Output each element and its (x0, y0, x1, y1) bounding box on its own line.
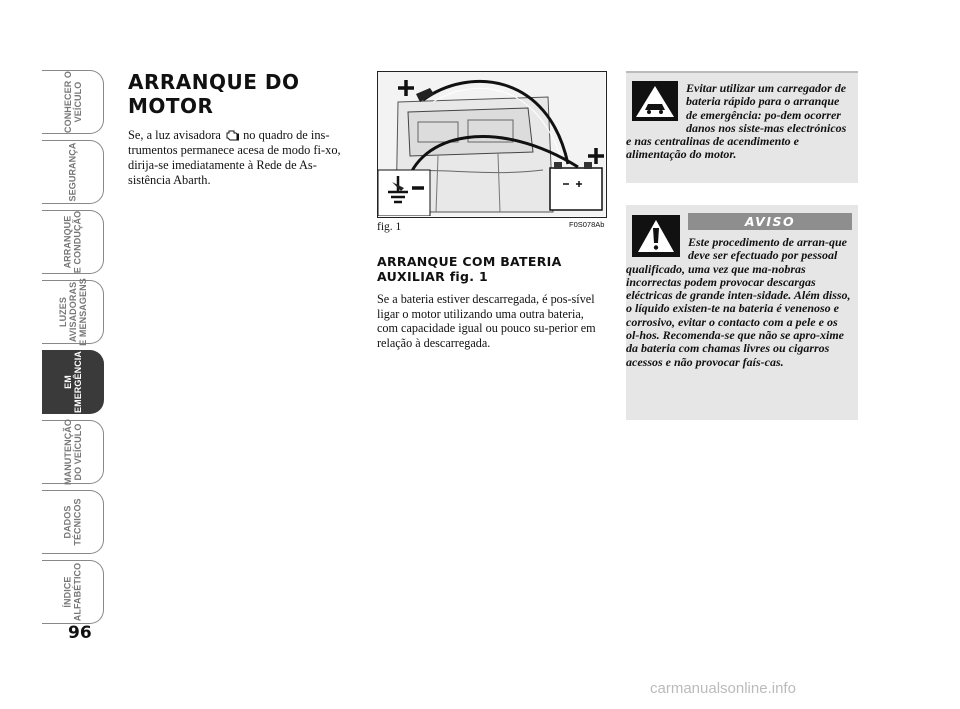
figure-jump-start (377, 71, 607, 218)
tab-luzes-avisadoras[interactable]: LUZES AVISADORAS E MENSAGENS (42, 280, 104, 344)
tab-seguranca[interactable]: SEGURANÇA (42, 140, 104, 204)
note-text: Evitar utilizar um carregador de bateria rápido para o arranque de emergência: po-dem ocorrer danos nos siste-mas electrónicos e nas centralinas de acendimento e alimentação do motor. (626, 81, 847, 162)
section-title-bateria-auxiliar: ARRANQUE COM BATERIA AUXILIAR fig. 1 (377, 254, 562, 284)
warning-heading: AVISO (688, 213, 852, 230)
tab-em-emergencia[interactable]: EM EMERGÊNCIA (42, 350, 104, 414)
section-text-bateria-auxiliar: Se a bateria estiver descarregada, é pos-sível ligar o motor utilizando uma outra bateria, com capacidade igual ou pouco su-perior em relação à descarregada. (377, 292, 596, 350)
tab-manutencao-do-veiculo[interactable]: MANUTENÇÃO DO VEÍCULO (42, 420, 104, 484)
figure-label: fig. 1 (377, 221, 402, 233)
watermark: carmanualsonline.info (650, 680, 796, 697)
exclamation-triangle-shape (636, 218, 676, 254)
section-title-arranque: ARRANQUE DO MOTOR (128, 70, 300, 118)
tab-arranque-e-conducao[interactable]: ARRANQUE E CONDUÇÃO (42, 210, 104, 274)
tab-conhecer-o-veiculo[interactable]: CONHECER O VEÍCULO (42, 70, 104, 134)
page-number: 96 (68, 623, 92, 643)
note-box (626, 71, 858, 183)
warning-text: Este procedimento de arran-que deve ser efectuado por pessoal qualificado, uma vez que ma-nobras incorrectas podem provocar descargas eléctricas de grande inten-sidade. Além disso, o líquido existen-te na bateria é venenoso e corrosivo, evitar o contacto com a pele e os ol-hos. Recomenda-se que não se apro-xime da bateria com chamas livres ou cigarros acessos e não provocar faís-cas. (626, 235, 851, 369)
tab-dados-tecnicos[interactable]: DADOS TÉCNICOS (42, 490, 104, 554)
jump-start-illustration (378, 72, 605, 216)
engine-warning-icon (225, 129, 239, 141)
warning-box (626, 205, 858, 420)
section-text-arranque: Se, a luz avisadora no quadro de ins-trumentos permanece acesa de modo fi-xo, dirija-se imediatamente à Rede de As-sistência Abarth. (128, 128, 341, 187)
figure-code: F0S078Ab (569, 220, 605, 229)
car-caution-triangle-icon (632, 81, 678, 121)
exclamation-triangle-icon (632, 215, 680, 257)
tab-indice-alfabetico[interactable]: ÍNDICE ALFABÉTICO (42, 560, 104, 624)
